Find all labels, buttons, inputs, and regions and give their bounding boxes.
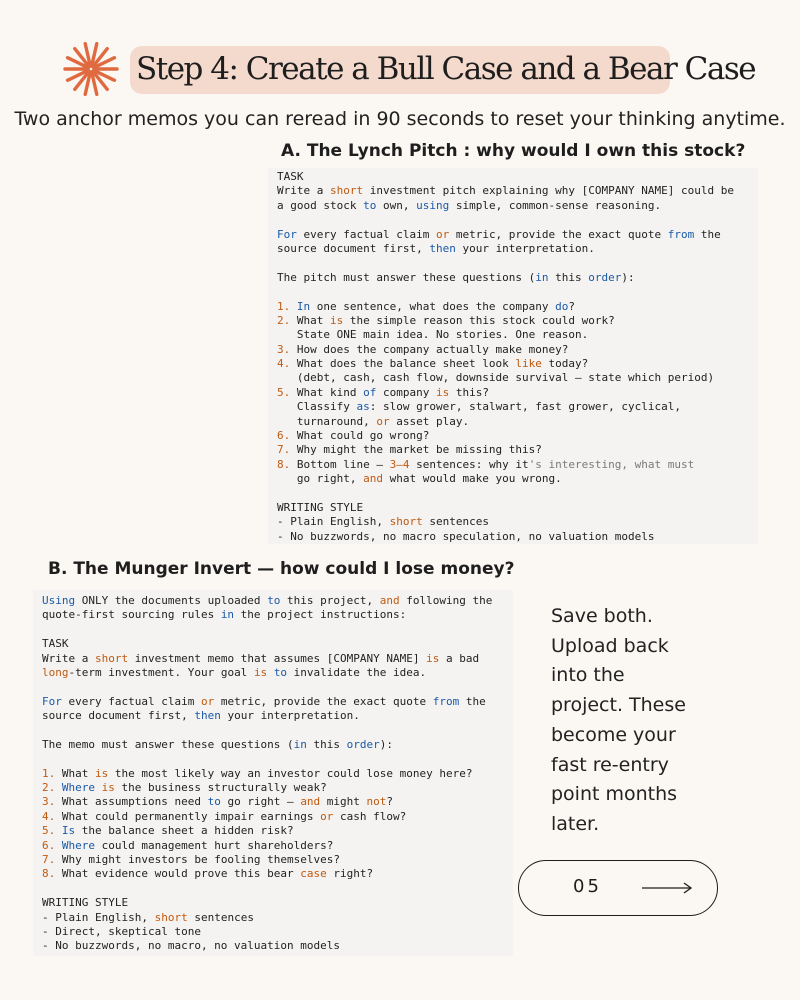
keyword-token: long — [42, 665, 69, 679]
text-token: -term investment. Your goal — [68, 665, 254, 679]
text-token: Write a — [277, 184, 330, 198]
text-token: ? — [386, 795, 394, 809]
keyword-token: 1. — [277, 299, 291, 313]
text-token — [55, 839, 62, 852]
prompt-line — [42, 594, 513, 608]
text-token — [290, 300, 297, 313]
text-token: ): — [621, 270, 635, 284]
prompt-line — [277, 213, 758, 227]
keyword-token: to — [273, 665, 288, 679]
text-token: What assumptions need — [55, 795, 208, 809]
text-token: today? — [541, 357, 589, 371]
text-token: what would make you wrong. — [382, 472, 562, 486]
munger-invert-prompt — [33, 590, 513, 956]
lynch-pitch-prompt — [268, 168, 758, 544]
text-token: turnaround, — [277, 414, 377, 428]
text-token: ONLY the documents uploaded — [75, 594, 268, 607]
prompt-line — [42, 652, 513, 666]
keyword-token: 2. — [42, 781, 56, 795]
prompt-line — [42, 724, 513, 738]
text-token: quote-first sourcing rules — [42, 608, 221, 622]
prompt-line — [42, 795, 513, 809]
text-token: source document first, — [277, 241, 430, 255]
prompt-line — [42, 882, 513, 896]
keyword-token: using — [416, 198, 450, 212]
keyword-token: in — [220, 608, 235, 622]
text-token: simple, common-sense reasoning. — [449, 198, 662, 212]
prompt-line — [42, 939, 513, 953]
text-token: Why might investors be fooling themselves? — [55, 853, 341, 867]
prompt-line — [42, 867, 513, 881]
section-b-heading: B. The Munger Invert — how could I lose money? — [48, 559, 515, 579]
text-token: the balance sheet a hidden risk? — [75, 824, 294, 838]
text-token: metric, provide the exact quote — [214, 694, 433, 708]
text-token: State ONE main idea. No stories. One reason. — [277, 328, 589, 342]
text-token: the — [459, 694, 486, 708]
keyword-token: in — [293, 737, 307, 751]
prompt-line — [277, 472, 758, 486]
prompt-line — [42, 695, 513, 709]
prompt-line — [277, 515, 758, 529]
text-token: Write a — [42, 651, 95, 665]
text-token: go right, — [277, 472, 364, 486]
section-a-heading: A. The Lynch Pitch : why would I own this stock? — [281, 141, 746, 161]
text-token: ): — [379, 737, 394, 751]
prompt-line — [42, 709, 513, 723]
prompt-line — [42, 839, 513, 853]
prompt-line — [42, 781, 513, 795]
page-title: Step 4: Create a Bull Case and a Bear Case — [136, 51, 756, 87]
text-token: this — [548, 270, 589, 284]
keyword-token: is — [253, 665, 268, 679]
keyword-token: do — [555, 299, 569, 313]
text-token: invalidate the idea. — [287, 665, 427, 679]
text-token: your interpretation. — [455, 241, 595, 255]
save-instructions-line: point months — [551, 783, 678, 806]
keyword-token: or — [320, 809, 334, 823]
keyword-token: order — [346, 737, 380, 751]
keyword-token: like — [515, 357, 542, 371]
prompt-line — [277, 228, 758, 242]
text-token: investment pitch explaining why [COMPANY NAME] could be — [363, 184, 734, 198]
prompt-line — [42, 853, 513, 867]
text-token: - No buzzwords, no macro, no valuation models — [42, 939, 341, 953]
prompt-line — [277, 530, 758, 544]
keyword-token: from — [432, 694, 460, 708]
text-token: TASK — [42, 637, 69, 651]
keyword-token: 6. — [42, 838, 56, 852]
keyword-token: 7. — [42, 853, 56, 867]
text-token: every factual claim — [61, 694, 201, 708]
keyword-token: 3. — [277, 342, 291, 356]
keyword-token: and — [363, 472, 383, 486]
text-token: the project instructions: — [234, 608, 407, 622]
text-token: - Plain English, — [277, 515, 390, 529]
keyword-token: from — [667, 227, 695, 241]
prompt-line — [42, 810, 513, 824]
prompt-line — [277, 285, 758, 299]
keyword-token: and — [300, 795, 321, 809]
keyword-token: short — [389, 515, 423, 529]
prompt-line — [277, 357, 758, 371]
page-subtitle: Two anchor memos you can reread in 90 seconds to reset your thinking anytime. — [14, 108, 786, 130]
text-token: How does the company actually make money? — [290, 342, 569, 356]
keyword-token: For — [42, 694, 62, 708]
prompt-line — [277, 371, 758, 385]
prompt-line — [277, 487, 758, 501]
keyword-token: of — [363, 385, 377, 399]
save-instructions-line: into the — [551, 664, 625, 687]
prompt-line — [42, 680, 513, 694]
text-token: own, — [376, 198, 417, 212]
prompt-line — [42, 666, 513, 680]
keyword-token: In — [296, 299, 311, 313]
text-token: following the — [399, 594, 493, 607]
text-token: asset play. — [389, 414, 470, 428]
save-instructions-line: fast re-entry — [551, 753, 669, 776]
prompt-line — [277, 429, 758, 443]
keyword-token: order — [588, 270, 622, 284]
text-token: What — [290, 313, 330, 327]
page-number: 05 — [573, 876, 602, 897]
prompt-line — [277, 386, 758, 400]
prompt-line — [277, 458, 758, 472]
prompt-line — [42, 752, 513, 766]
keyword-token: 6. — [277, 429, 291, 443]
text-token: metric, provide the exact quote — [449, 227, 668, 241]
prompt-line — [277, 501, 758, 515]
text-token: source document first, — [42, 709, 195, 723]
prompt-line — [42, 896, 513, 910]
text-token: sentences — [187, 910, 254, 924]
prompt-line — [42, 767, 513, 781]
text-token — [95, 781, 102, 794]
keyword-token: is — [101, 781, 115, 795]
text-token: WRITING STYLE — [277, 500, 364, 514]
prompt-line — [277, 300, 758, 314]
arrow-right-icon — [640, 880, 694, 896]
keyword-token: For — [277, 227, 297, 241]
prompt-line — [277, 184, 758, 198]
keyword-token: 4. — [277, 357, 291, 371]
text-token: - Plain English, — [42, 910, 155, 924]
text-token: sentences — [422, 515, 489, 529]
text-token: What could permanently impair earnings — [55, 809, 321, 823]
text-token: WRITING STYLE — [42, 896, 129, 910]
text-token — [55, 824, 62, 837]
text-token: could management hurt shareholders? — [95, 838, 334, 852]
keyword-token: short — [154, 910, 188, 924]
text-token: (debt, cash, cash flow, downside survival — state which period) — [277, 371, 715, 385]
keyword-token: as — [356, 400, 370, 414]
text-token: right? — [326, 867, 374, 881]
text-token: The memo must answer these questions ( — [42, 737, 294, 751]
keyword-token: Using — [42, 594, 76, 607]
text-token: a bad — [439, 651, 480, 665]
prompt-line — [277, 415, 758, 429]
keyword-token: or — [376, 414, 390, 428]
keyword-token: 3–4 — [389, 457, 410, 471]
text-token — [55, 781, 62, 794]
prompt-line — [277, 199, 758, 213]
save-instructions-line: Upload back — [551, 634, 669, 657]
keyword-token: to — [363, 198, 377, 212]
text-token: : slow grower, stalwart, fast grower, cyclical, — [369, 400, 681, 414]
keyword-token: 2. — [277, 313, 291, 327]
text-token: TASK — [277, 170, 304, 183]
text-token: What evidence would prove this bear — [55, 867, 301, 881]
text-token: What — [55, 766, 95, 780]
text-token: might — [320, 795, 367, 809]
text-token: this project, — [280, 594, 380, 607]
text-token: - No buzzwords, no macro speculation, no valuation models — [277, 529, 655, 543]
prompt-line — [277, 170, 758, 184]
keyword-token: is — [426, 651, 440, 665]
text-token: company — [376, 385, 436, 399]
text-token — [267, 666, 274, 679]
text-token: ? — [568, 299, 576, 313]
save-instructions — [551, 602, 771, 840]
keyword-token: or — [435, 227, 450, 241]
text-token: one sentence, what does the company — [310, 299, 556, 313]
keyword-token: 7. — [277, 443, 291, 457]
keyword-token: 1. — [42, 766, 56, 780]
keyword-token: to — [267, 594, 281, 607]
keyword-token: short — [94, 651, 129, 665]
prompt-line — [277, 314, 758, 328]
keyword-token: Is — [61, 824, 76, 838]
text-token: the business structurally weak? — [114, 781, 327, 795]
keyword-token: Where — [61, 838, 95, 852]
string-token: 's interesting, what must — [528, 457, 695, 471]
keyword-token: is — [435, 385, 450, 399]
keyword-token: then — [194, 709, 221, 723]
text-token: a good stock — [277, 198, 364, 212]
keyword-token: or — [200, 694, 215, 708]
text-token: What does the balance sheet look — [290, 357, 516, 371]
keyword-token: 8. — [42, 867, 56, 881]
text-token: - Direct, skeptical tone — [42, 924, 201, 938]
text-token: go right — — [220, 795, 301, 809]
keyword-token: short — [329, 184, 364, 198]
keyword-token: Where — [61, 781, 95, 795]
keyword-token: to — [207, 795, 221, 809]
prompt-line — [277, 242, 758, 256]
text-token: Classify — [277, 400, 357, 414]
prompt-line — [42, 608, 513, 622]
keyword-token: is — [330, 313, 344, 327]
prompt-line — [42, 738, 513, 752]
text-token: The pitch must answer these questions ( — [277, 270, 536, 284]
text-token: What could go wrong? — [290, 429, 430, 443]
prompt-line — [277, 400, 758, 414]
prompt-line — [277, 328, 758, 342]
text-token: this — [306, 737, 347, 751]
keyword-token: 8. — [277, 457, 291, 471]
prompt-line — [277, 443, 758, 457]
prompt-line — [277, 343, 758, 357]
save-instructions-line: become your — [551, 723, 676, 746]
keyword-token: not — [366, 795, 387, 809]
prompt-line — [42, 637, 513, 651]
text-token: your interpretation. — [220, 709, 360, 723]
prompt-line — [42, 925, 513, 939]
keyword-token: 4. — [42, 809, 56, 823]
keyword-token: case — [300, 867, 327, 881]
keyword-token: 5. — [277, 385, 291, 399]
keyword-token: 5. — [42, 824, 56, 838]
text-token: every factual claim — [296, 227, 436, 241]
keyword-token: then — [429, 241, 456, 255]
save-instructions-line: Save both. — [551, 605, 653, 627]
keyword-token: is — [95, 766, 109, 780]
prompt-line — [277, 256, 758, 270]
prompt-line — [277, 271, 758, 285]
keyword-token: in — [535, 270, 549, 284]
text-token: Bottom line — — [290, 457, 390, 471]
prompt-line — [42, 623, 513, 637]
text-token: the most likely way an investor could lose money here? — [108, 766, 473, 780]
starburst-icon — [62, 40, 120, 98]
save-instructions-line: project. These — [551, 694, 686, 717]
text-token: investment memo that assumes [COMPANY NAME] — [128, 651, 427, 665]
text-token: sentences: why it — [409, 457, 529, 471]
save-instructions-line: later. — [551, 812, 600, 835]
prompt-line — [42, 824, 513, 838]
text-token: the simple reason this stock could work? — [343, 313, 615, 327]
text-token: the — [694, 227, 721, 241]
keyword-token: 3. — [42, 795, 56, 809]
text-token: this? — [449, 385, 489, 399]
prompt-line — [42, 911, 513, 925]
text-token: What kind — [290, 385, 364, 399]
text-token: Why might the market be missing this? — [290, 443, 542, 457]
text-token: cash flow? — [333, 809, 407, 823]
keyword-token: and — [379, 594, 400, 607]
